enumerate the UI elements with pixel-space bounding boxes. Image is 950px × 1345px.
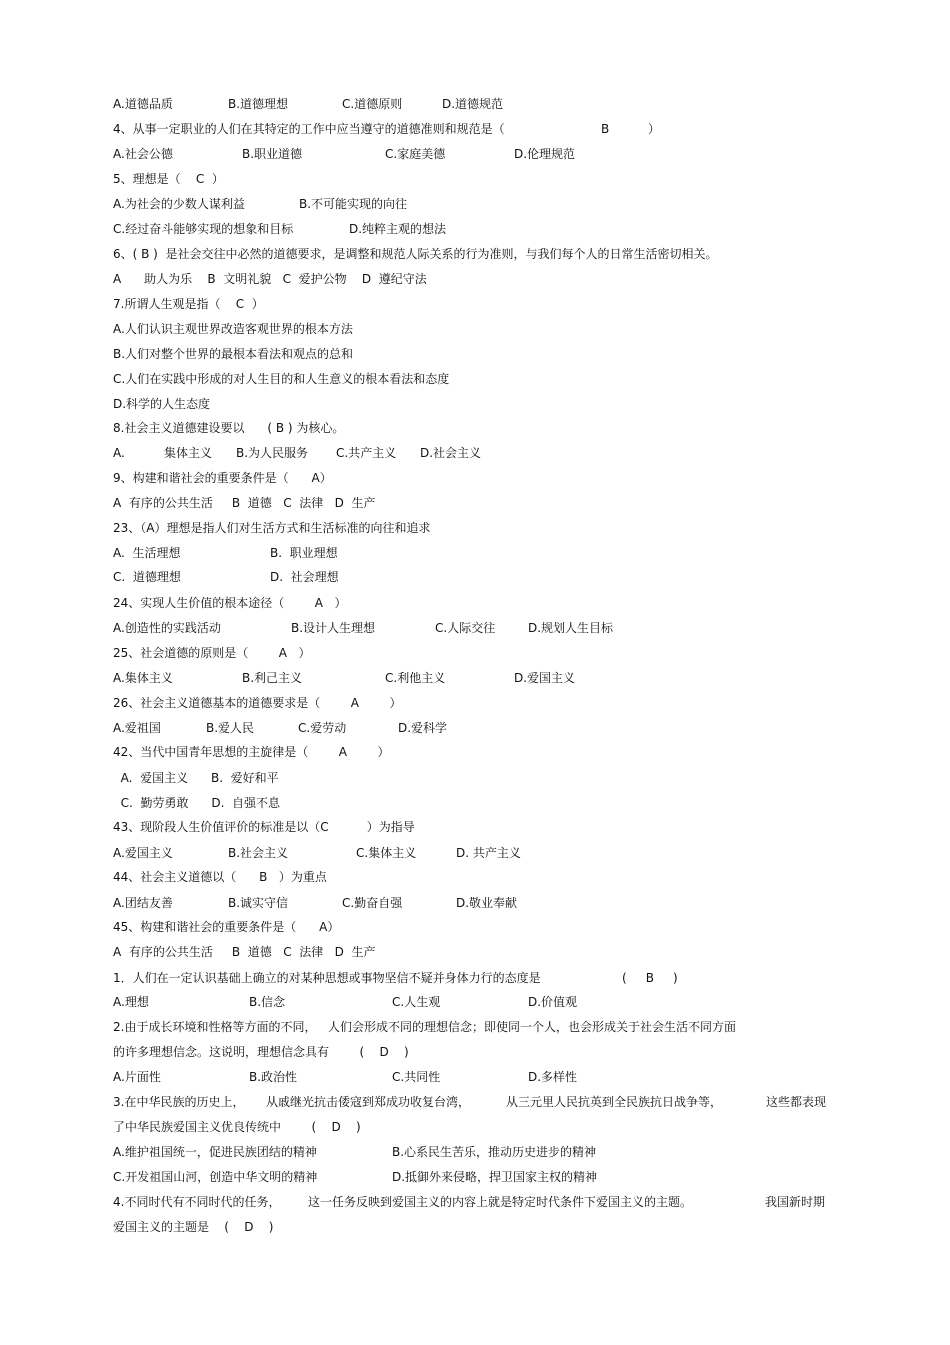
text-segment: 这一任务反映到爱国主义的内容上就是特定时代条件下爱国主义的主题。 <box>308 1195 693 1209</box>
text-line <box>0 967 950 989</box>
text-segment: C.人际交往 <box>435 621 496 635</box>
text-segment: D. 共产主义 <box>456 846 521 860</box>
text-segment: C. 道德理想 <box>113 570 181 584</box>
text-line <box>0 1141 950 1163</box>
text-line <box>0 417 950 439</box>
text-line <box>0 368 950 390</box>
text-segment: 从戚继光抗击倭寇到郑成功收复台湾， <box>266 1095 471 1109</box>
text-line <box>0 467 950 489</box>
text-line <box>0 293 950 315</box>
text-segment: 集体主义 <box>164 446 213 460</box>
text-segment: A 助人为乐 B 文明礼貌 C 爱护公物 D 遵纪守法 <box>113 272 427 286</box>
text-line <box>0 193 950 215</box>
text-segment: D.科学的人生态度 <box>113 397 211 411</box>
text-segment: A 有序的公共生活 B 道德 C 法律 D 生产 <box>113 496 376 510</box>
text-segment: C.共产主义 <box>336 446 397 460</box>
text-segment: 4.不同时代有不同时代的任务， <box>113 1195 281 1209</box>
text-line <box>0 1041 950 1063</box>
text-segment: 4、从事一定职业的人们在其特定的工作中应当遵守的道德准则和规范是（ <box>113 122 505 136</box>
text-segment: D.抵御外来侵略，捍卫国家主权的精神 <box>392 1170 598 1184</box>
text-line <box>0 393 950 415</box>
text-segment: A.创造性的实践活动 <box>113 621 221 635</box>
text-line <box>0 1166 950 1188</box>
text-line <box>0 1191 950 1213</box>
text-segment: 从三元里人民抗英到全民族抗日战争等， <box>506 1095 723 1109</box>
text-line <box>0 1066 950 1088</box>
text-line <box>0 93 950 115</box>
text-segment: D. 社会理想 <box>270 570 339 584</box>
text-segment: A. 生活理想 <box>113 546 181 560</box>
text-segment: B.设计人生理想 <box>291 621 376 635</box>
text-segment: A 有序的公共生活 B 道德 C 法律 D 生产 <box>113 945 376 959</box>
text-line <box>0 168 950 190</box>
text-segment: 5、理想是（ C ） <box>113 172 224 186</box>
text-segment: 人们会形成不同的理想信念；即使同一个人，也会形成关于社会生活不同方面 <box>328 1020 737 1034</box>
text-line <box>0 318 950 340</box>
text-segment: C. 勤劳勇敢 D. 自强不息 <box>113 796 281 810</box>
text-line <box>0 866 950 888</box>
text-segment: 9、构建和谐社会的重要条件是（ A） <box>113 471 332 485</box>
text-line <box>0 592 950 614</box>
text-segment: 2.由于成长环境和性格等方面的不同， <box>113 1020 317 1034</box>
text-segment: A.爱国主义 <box>113 846 173 860</box>
text-line <box>0 1216 950 1238</box>
text-segment: B.不可能实现的向往 <box>299 197 408 211</box>
text-segment: B.信念 <box>249 995 286 1009</box>
text-line <box>0 991 950 1013</box>
text-segment: C.道德原则 <box>342 97 403 111</box>
text-segment: D.爱国主义 <box>514 671 576 685</box>
text-line <box>0 268 950 290</box>
text-segment: ） <box>648 122 661 136</box>
text-line <box>0 617 950 639</box>
text-segment: C.开发祖国山河，创造中华文明的精神 <box>113 1170 318 1184</box>
text-segment: A.维护祖国统一，促进民族团结的精神 <box>113 1145 317 1159</box>
text-segment: 这些都表现 <box>766 1095 827 1109</box>
text-line <box>0 767 950 789</box>
text-segment: 1．人们在一定认识基础上确立的对某种思想或事物坚信不疑并身体力行的态度是 <box>113 971 541 985</box>
text-segment: 3.在中华民族的历史上， <box>113 1095 245 1109</box>
text-line <box>0 118 950 140</box>
text-segment: 6、( B ) 是社会交往中必然的道德要求，是调整和规范人际关系的行为准则，与我们每个人的日常生活密切相关。 <box>113 247 718 261</box>
text-segment: C.爱劳动 <box>298 721 347 735</box>
text-segment: A.理想 <box>113 995 149 1009</box>
text-segment: C.人们在实践中形成的对人生目的和人生意义的根本看法和态度 <box>113 372 450 386</box>
text-segment: 爱国主义的主题是 ( D ) <box>113 1220 274 1234</box>
text-line <box>0 1091 950 1113</box>
text-line <box>0 892 950 914</box>
text-line <box>0 492 950 514</box>
text-segment: C.利他主义 <box>385 671 446 685</box>
text-segment: D.纯粹主观的想法 <box>349 222 447 236</box>
text-segment: 的许多理想信念。这说明，理想信念具有 ( D ) <box>113 1045 409 1059</box>
text-line <box>0 517 950 539</box>
text-segment: D.社会主义 <box>420 446 482 460</box>
text-line <box>0 243 950 265</box>
text-line <box>0 842 950 864</box>
text-segment: A. 爱国主义 B. 爱好和平 <box>113 771 279 785</box>
text-line <box>0 916 950 938</box>
text-line <box>0 642 950 664</box>
text-line <box>0 343 950 365</box>
text-segment: C.经过奋斗能够实现的想象和目标 <box>113 222 294 236</box>
text-line <box>0 717 950 739</box>
text-segment: A.集体主义 <box>113 671 173 685</box>
text-segment: B.为人民服务 <box>236 446 309 460</box>
text-line <box>0 1016 950 1038</box>
text-segment: B.人们对整个世界的最根本看法和观点的总和 <box>113 347 354 361</box>
text-segment: 26、社会主义道德基本的道德要求是（ A ） <box>113 696 402 710</box>
text-segment: 8.社会主义道德建设要以 ( B ) 为核心。 <box>113 421 345 435</box>
text-segment: A.片面性 <box>113 1070 161 1084</box>
text-segment: C.勤奋自强 <box>342 896 403 910</box>
text-segment: B.利己主义 <box>242 671 303 685</box>
text-segment: A. <box>113 446 125 460</box>
text-segment: 了中华民族爱国主义优良传统中 ( D ) <box>113 1120 361 1134</box>
text-segment: 7.所谓人生观是指（ C ） <box>113 297 264 311</box>
text-segment: D.敬业奉献 <box>456 896 518 910</box>
text-segment: D.多样性 <box>528 1070 578 1084</box>
text-segment: ( B ) <box>622 971 678 985</box>
text-segment: C.共同性 <box>392 1070 441 1084</box>
text-segment: B.爱人民 <box>206 721 255 735</box>
text-line <box>0 941 950 963</box>
text-line <box>0 741 950 763</box>
text-line <box>0 667 950 689</box>
text-segment: 25、社会道德的原则是（ A ） <box>113 646 311 660</box>
text-segment: D.道德规范 <box>442 97 504 111</box>
text-segment: B.政治性 <box>249 1070 298 1084</box>
text-segment: D.爱科学 <box>398 721 448 735</box>
text-segment: B.诚实守信 <box>228 896 289 910</box>
text-segment: B.道德理想 <box>228 97 289 111</box>
text-segment: A.人们认识主观世界改造客观世界的根本方法 <box>113 322 353 336</box>
text-segment: 43、现阶段人生价值评价的标准是以（C ）为指导 <box>113 820 415 834</box>
text-segment: A.道德品质 <box>113 97 173 111</box>
text-segment: D.伦理规范 <box>514 147 576 161</box>
text-segment: B.职业道德 <box>242 147 303 161</box>
text-segment: 44、社会主义道德以（ B ）为重点 <box>113 870 327 884</box>
text-line <box>0 816 950 838</box>
text-segment: C.人生观 <box>392 995 441 1009</box>
text-line <box>0 692 950 714</box>
text-segment: C.家庭美德 <box>385 147 446 161</box>
text-line <box>0 143 950 165</box>
text-line <box>0 218 950 240</box>
text-segment: B <box>601 122 610 136</box>
text-segment: C.集体主义 <box>356 846 417 860</box>
text-line <box>0 566 950 588</box>
text-segment: 42、当代中国青年思想的主旋律是（ A ） <box>113 745 390 759</box>
text-segment: 我国新时期 <box>765 1195 826 1209</box>
text-segment: 23、（A）理想是指人们对生活方式和生活标准的向往和追求 <box>113 521 431 535</box>
text-line <box>0 542 950 564</box>
text-segment: A.团结友善 <box>113 896 173 910</box>
text-segment: D.价值观 <box>528 995 578 1009</box>
text-segment: B.社会主义 <box>228 846 289 860</box>
text-segment: A.为社会的少数人谋利益 <box>113 197 245 211</box>
text-segment: A.爱祖国 <box>113 721 161 735</box>
text-segment: A.社会公德 <box>113 147 173 161</box>
text-segment: B. 职业理想 <box>270 546 338 560</box>
text-line <box>0 792 950 814</box>
text-line <box>0 1116 950 1138</box>
text-segment: 24、实现人生价值的根本途径（ A ） <box>113 596 347 610</box>
text-line <box>0 442 950 464</box>
text-segment: B.心系民生苦乐，推动历史进步的精神 <box>392 1145 597 1159</box>
text-segment: D.规划人生目标 <box>528 621 614 635</box>
text-segment: 45、构建和谐社会的重要条件是（ A） <box>113 920 340 934</box>
